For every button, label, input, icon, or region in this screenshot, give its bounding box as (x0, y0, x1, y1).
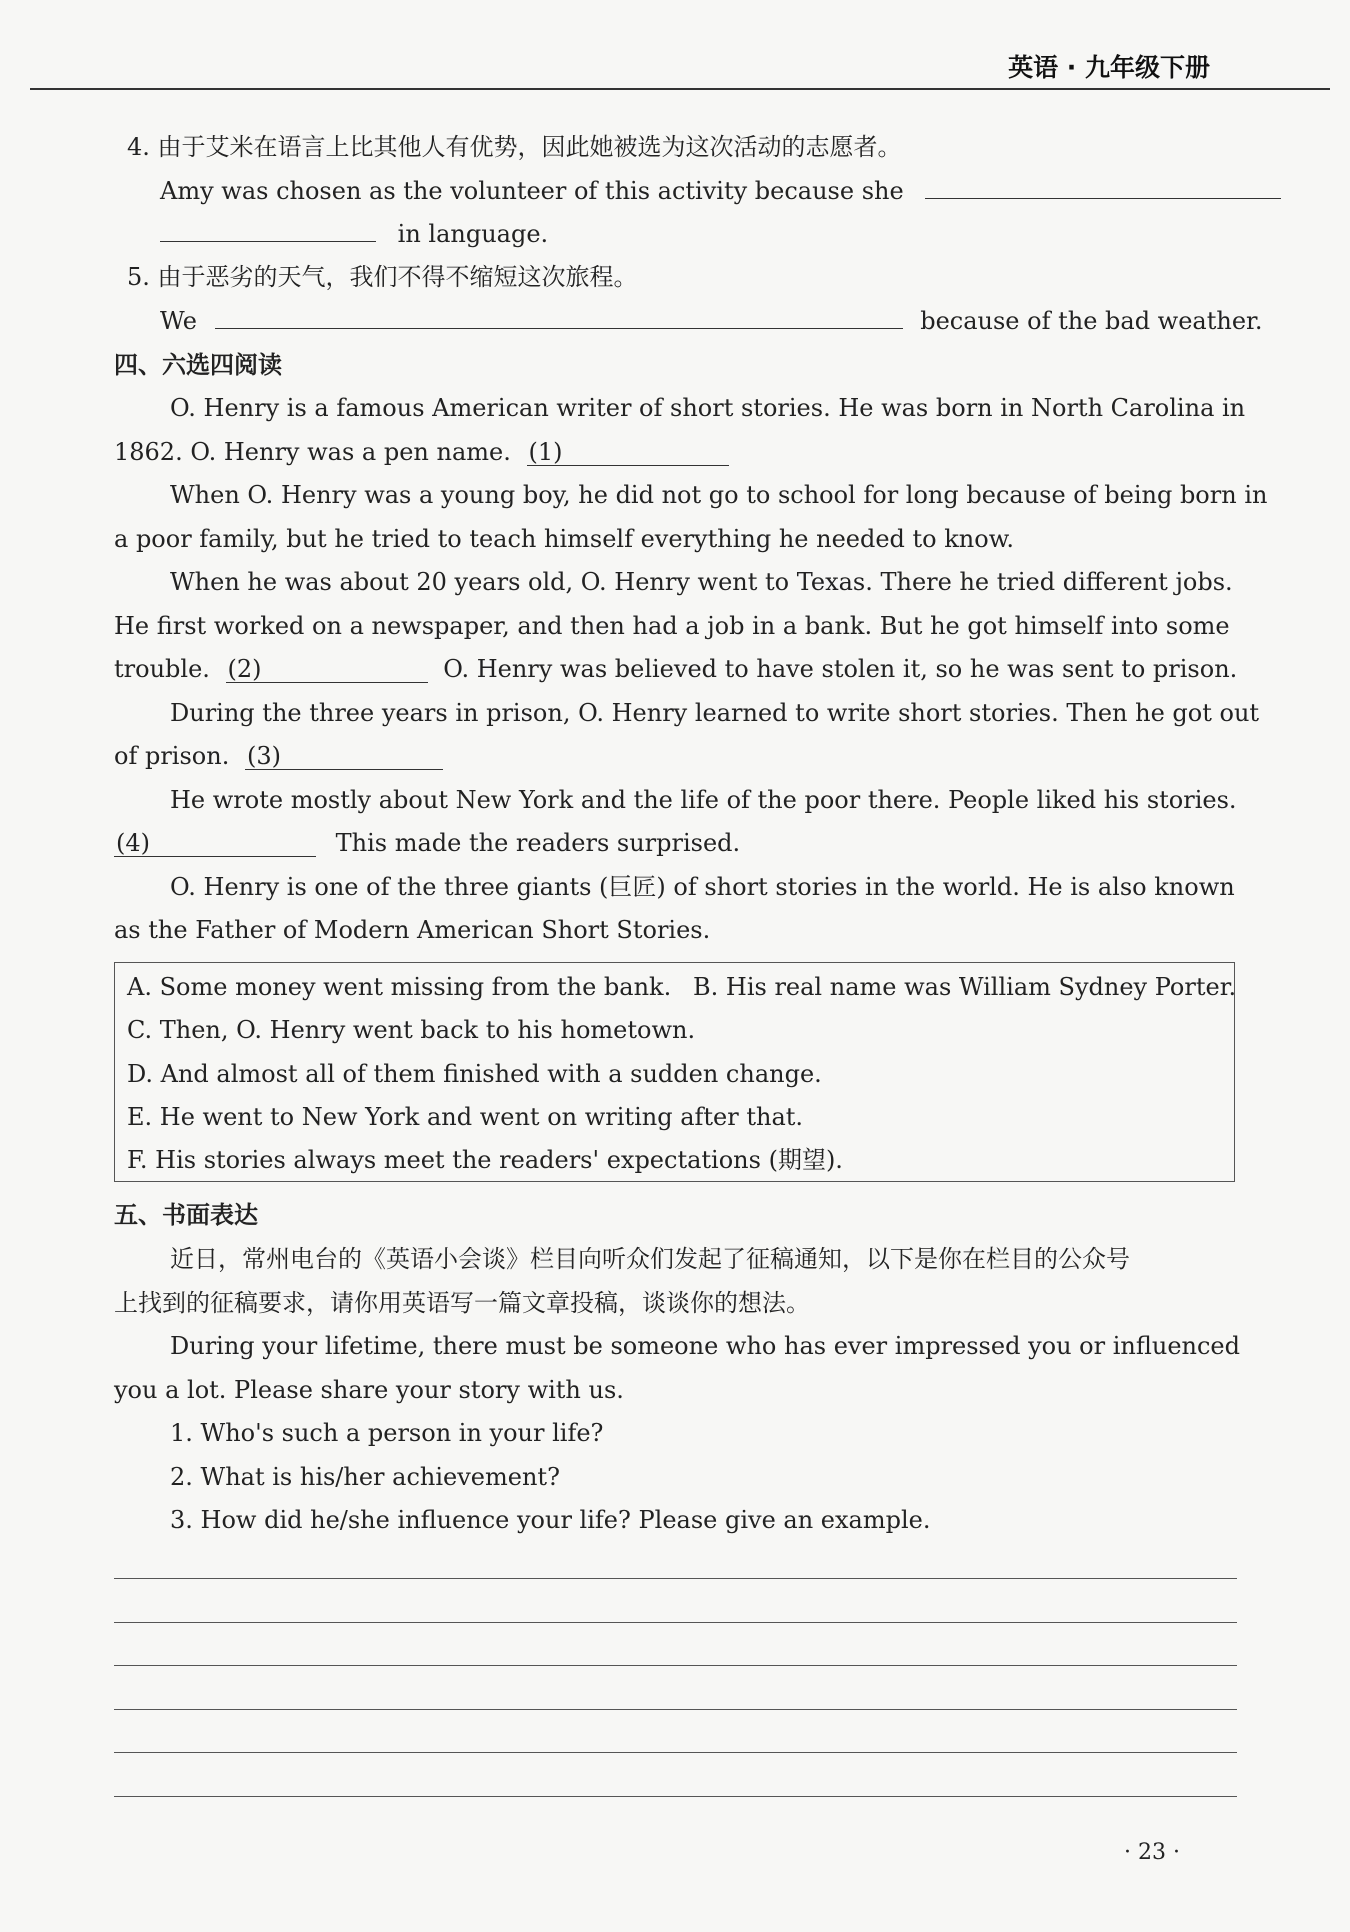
reading-text: of prison. (114, 742, 230, 770)
question-5-english-start: We (160, 307, 197, 335)
reading-paragraph-2-line-1: When O. Henry was a young boy, he did not go to school for long because of being born in (170, 481, 1268, 509)
reading-paragraph-3-line-2: He first worked on a newspaper, and then had a job in a bank. But he got himself into some (114, 612, 1230, 640)
reading-blank-3[interactable]: (3) (245, 743, 443, 770)
option-c: C. Then, O. Henry went back to his hometown. (127, 1016, 696, 1044)
option-a: A. Some money went missing from the bank. (127, 973, 672, 1001)
reading-paragraph-4-line-2 (114, 741, 443, 771)
reading-paragraph-4-line-1: During the three years in prison, O. Henry learned to write short stories. Then he got out (170, 699, 1260, 727)
header-rule (30, 88, 1330, 90)
reading-text: 1862. O. Henry was a pen name. (114, 438, 511, 466)
writing-prompt-line-1: During your lifetime, there must be someone who has ever impressed you or influenced (170, 1332, 1240, 1360)
writing-intro-line-2: 上找到的征稿要求，请你用英语写一篇文章投稿，谈谈你的想法。 (114, 1289, 810, 1317)
header-title: 英语 · 九年级下册 (1008, 53, 1210, 82)
options-box (114, 962, 1235, 1182)
reading-paragraph-6-line-2: as the Father of Modern American Short Stories. (114, 916, 711, 944)
writing-question-2: 2. What is his/her achievement? (170, 1463, 560, 1491)
reading-text: This made the readers surprised. (335, 829, 741, 857)
answer-blank[interactable] (160, 219, 376, 242)
reading-blank-2[interactable]: (2) (226, 656, 428, 683)
option-b: B. His real name was William Sydney Porter. (693, 973, 1237, 1001)
question-4-english-end: in language. (397, 220, 549, 248)
answer-blank[interactable] (215, 306, 903, 329)
question-4-chinese: 4. 由于艾米在语言上比其他人有优势，因此她被选为这次活动的志愿者。 (127, 133, 902, 161)
option-d: D. And almost all of them finished with a sudden change. (127, 1060, 822, 1088)
section-title-reading: 四、六选四阅读 (114, 351, 282, 379)
page-number: · 23 · (1124, 1840, 1180, 1865)
question-5-english-line (160, 306, 1263, 336)
writing-answer-line[interactable] (114, 1622, 1237, 1623)
writing-answer-line[interactable] (114, 1752, 1237, 1753)
reading-paragraph-1-line-2 (114, 437, 729, 467)
writing-question-3: 3. How did he/she influence your life? Please give an example. (170, 1506, 931, 1534)
reading-paragraph-1-line-1: O. Henry is a famous American writer of short stories. He was born in North Carolina in (170, 394, 1246, 422)
reading-paragraph-6-line-1: O. Henry is one of the three giants (巨匠) of short stories in the world. He is also known (170, 873, 1235, 901)
writing-prompt-line-2: you a lot. Please share your story with us. (114, 1376, 624, 1404)
reading-blank-4[interactable]: (4) (114, 830, 316, 857)
question-5-chinese: 5. 由于恶劣的天气，我们不得不缩短这次旅程。 (127, 263, 638, 291)
writing-question-1: 1. Who's such a person in your life? (170, 1419, 604, 1447)
writing-answer-line[interactable] (114, 1709, 1237, 1710)
reading-text: trouble. (114, 655, 210, 683)
reading-text: O. Henry was believed to have stolen it, so he was sent to prison. (443, 655, 1238, 683)
question-4-english-line (160, 176, 1285, 206)
question-4-english-end-line (160, 219, 548, 249)
reading-paragraph-3-line-1: When he was about 20 years old, O. Henry went to Texas. There he tried different jobs. (170, 568, 1233, 596)
writing-intro-line-1: 近日，常州电台的《英语小会谈》栏目向听众们发起了征稿通知，以下是你在栏目的公众号 (170, 1245, 1130, 1273)
answer-blank[interactable] (925, 176, 1281, 199)
section-title-writing: 五、书面表达 (114, 1201, 258, 1229)
writing-answer-line[interactable] (114, 1796, 1237, 1797)
option-e: E. He went to New York and went on writing after that. (127, 1103, 804, 1131)
writing-answer-line[interactable] (114, 1578, 1237, 1579)
option-f: F. His stories always meet the readers' expectations (期望). (127, 1146, 843, 1174)
reading-paragraph-3-line-3 (114, 654, 1237, 684)
question-5-english-end: because of the bad weather. (920, 307, 1263, 335)
reading-paragraph-5-line-1: He wrote mostly about New York and the life of the poor there. People liked his stories. (170, 786, 1237, 814)
reading-blank-1[interactable]: (1) (527, 439, 729, 466)
writing-answer-line[interactable] (114, 1665, 1237, 1666)
question-4-english-start: Amy was chosen as the volunteer of this activity because she (160, 177, 904, 205)
reading-paragraph-2-line-2: a poor family, but he tried to teach himself everything he needed to know. (114, 525, 1015, 553)
reading-paragraph-5-line-2 (114, 828, 740, 858)
